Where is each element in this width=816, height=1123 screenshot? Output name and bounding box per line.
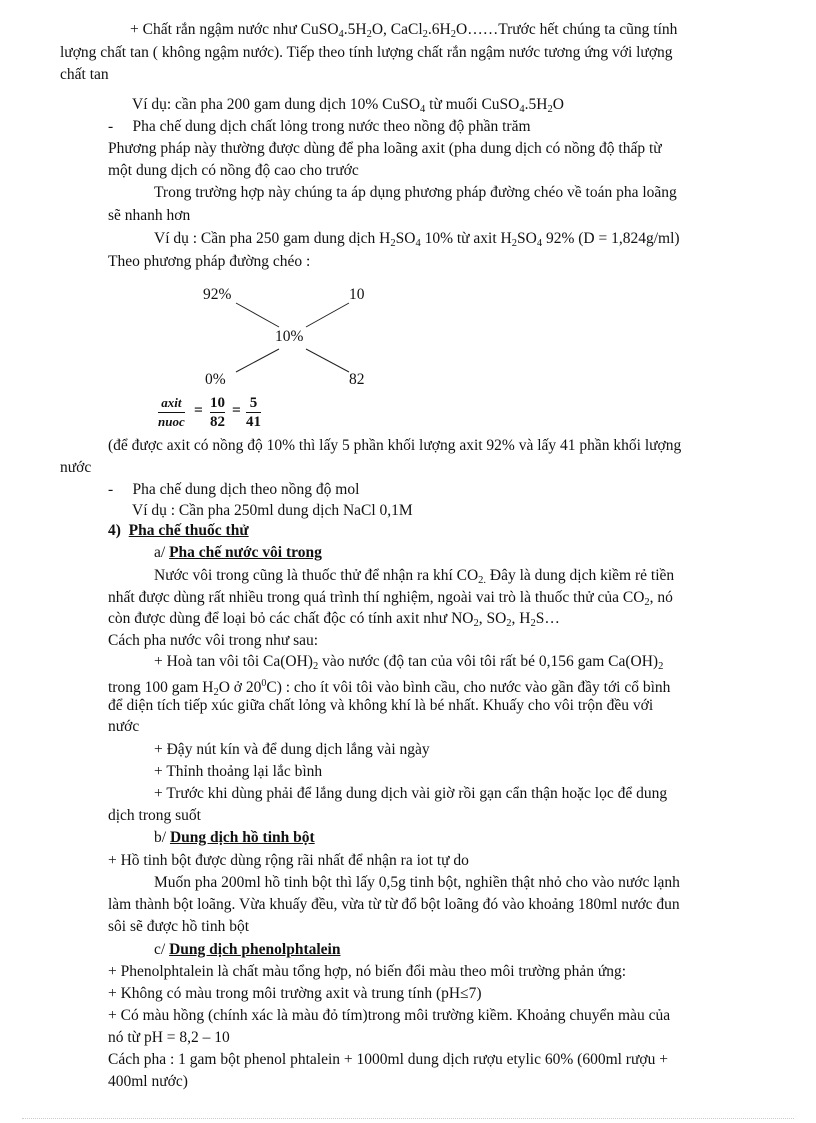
line-1: + Chất rắn ngậm nước như $CuSO_4.5H_2O$, $CaCl_2.6H_2O\dots\dots Trước$ hết chúng ta cũng tính [130, 21, 678, 40]
line-11: Theo phương pháp đường chéo : [108, 253, 311, 270]
line-23: trong 100 gam $H_2O$ ở $20^0C$) : cho ít vôi tôi vào bình cầu, cho nước vào gần đầy tới cổ bình [108, 678, 671, 698]
line-34: sôi sẽ được hồ tinh bột [108, 918, 250, 935]
subsection-c-heading: c/ Dung dịch phenolphtalein [154, 941, 341, 958]
line-27: + Thỉnh thoảng lại lắc bình [154, 763, 323, 780]
bullet-mol: - Pha chế dung dịch theo nồng độ mol [108, 481, 360, 498]
diagram-center: 10% [275, 328, 304, 345]
line-37: + Không có màu trong môi trường axit và trung tính (pH≤7) [108, 985, 482, 1002]
example-2: Ví dụ : Cần pha 250 gam dung dịch $H_2SO_4$ 10% từ axit $H_2SO_4$ 92% (D = 1,824g/ml) [154, 230, 680, 249]
line-32: Muốn pha 200ml hồ tinh bột thì lấy 0,5g tinh bột, nghiền thật nhỏ cho vào nước lạnh [154, 874, 680, 891]
subsection-a-heading: a/ Pha chế nước vôi trong [154, 544, 322, 561]
fraction-10-82: 10 82 [210, 395, 225, 430]
line-24: để diện tích tiếp xúc giữa chất lỏng và không khí là bé nhất. Khuấy cho vôi trộn đều với [108, 697, 654, 714]
diagram-line-tr [306, 303, 349, 327]
line-29: dịch trong suốt [108, 807, 201, 824]
line-7: một dung dịch có nồng độ cao cho trước [108, 162, 359, 179]
section-4-heading: 4) Pha chế thuốc thử [108, 522, 249, 539]
subsection-b-heading: b/ Dung dịch hồ tinh bột [154, 829, 315, 846]
diagram-top-left: 92% [203, 286, 232, 303]
example-3: Ví dụ : Cần pha 250ml dung dịch NaCl 0,1M [132, 502, 413, 519]
line-39: nó từ pH = 8,2 – 10 [108, 1029, 230, 1046]
line-21: Cách pha nước vôi trong như sau: [108, 632, 319, 649]
line-36: + Phenolphtalein là chất màu tổng hợp, nó biến đổi màu theo môi trường phản ứng: [108, 963, 627, 980]
line-9: sẽ nhanh hơn [108, 207, 191, 224]
page-bottom-divider [22, 1118, 794, 1119]
fraction-axit-nuoc: axit nuoc [158, 395, 185, 429]
example-1: Ví dụ: cần pha 200 gam dung dịch 10% CuSO$_4$ từ muối $CuSO_4.5H_2O$ [132, 96, 564, 115]
line-33: làm thành bột loãng. Vừa khuấy đều, vừa từ từ đổ bột loãng đó vào khoảng 180ml nước đun [108, 896, 680, 913]
line-20: còn được dùng để loại bỏ các chất độc có tính axit như $NO_2$, $SO_2$, $H_2S\dots$ [108, 610, 560, 629]
diagram-bottom-left: 0% [205, 371, 226, 388]
line-13: nước [60, 459, 92, 476]
fraction-equals-2: = [232, 402, 241, 419]
diagram-top-right: 10 [349, 286, 365, 303]
fraction-equals-1: = [194, 402, 203, 419]
line-12: (để được axit có nồng độ 10% thì lấy 5 phần khối lượng axit 92% và lấy 41 phần khối lượng [108, 437, 682, 454]
line-28: + Trước khi dùng phải để lắng dung dịch vài giờ rồi gạn cẩn thận hoặc lọc để dung [154, 785, 668, 802]
line-18: Nước vôi trong cũng là thuốc thử để nhận ra khí $CO_{2.}$ Đây là dung dịch kiềm rẻ tiền [154, 567, 675, 586]
line-6: Phương pháp này thường được dùng để pha loãng axit (pha dung dịch có nồng độ thấp từ [108, 140, 662, 157]
line-2: lượng chất tan ( không ngậm nước). Tiếp theo tính lượng chất rắn ngậm nước tương ứng với lượng [60, 44, 673, 61]
fraction-5-41: 5 41 [246, 395, 261, 430]
line-22: + Hoà tan vôi tôi $Ca(OH)_2$ vào nước (độ tan của vôi tôi rất bé 0,156 gam $Ca(OH)_2$ [154, 653, 664, 672]
line-41: 400ml nước) [108, 1073, 188, 1090]
line-8: Trong trường hợp này chúng ta áp dụng phương pháp đường chéo về toán pha loãng [154, 184, 677, 201]
bullet-percent: - Pha chế dung dịch chất lỏng trong nước theo nồng độ phần trăm [108, 118, 531, 135]
diagram-line-tl [236, 303, 279, 327]
diagram-line-br [306, 349, 349, 372]
line-25: nước [108, 718, 140, 735]
line-40: Cách pha : 1 gam bột phenol phtalein + 1000ml dung dịch rượu etylic 60% (600ml rượu + [108, 1051, 668, 1068]
line-26: + Đậy nút kín và để dung dịch lắng vài ngày [154, 741, 430, 758]
diagram-line-bl [236, 349, 279, 372]
diagram-bottom-right: 82 [349, 371, 365, 388]
line-38: + Có màu hồng (chính xác là màu đỏ tím)trong môi trường kiềm. Khoảng chuyển màu của [108, 1007, 671, 1024]
line-19: nhất được dùng rất nhiều trong quá trình thí nghiệm, ngoài vai trò là thuốc thử của $CO_2$, nó [108, 589, 673, 608]
line-31: + Hồ tinh bột được dùng rộng rãi nhất để nhận ra iot tự do [108, 852, 469, 869]
line-3: chất tan [60, 66, 109, 83]
